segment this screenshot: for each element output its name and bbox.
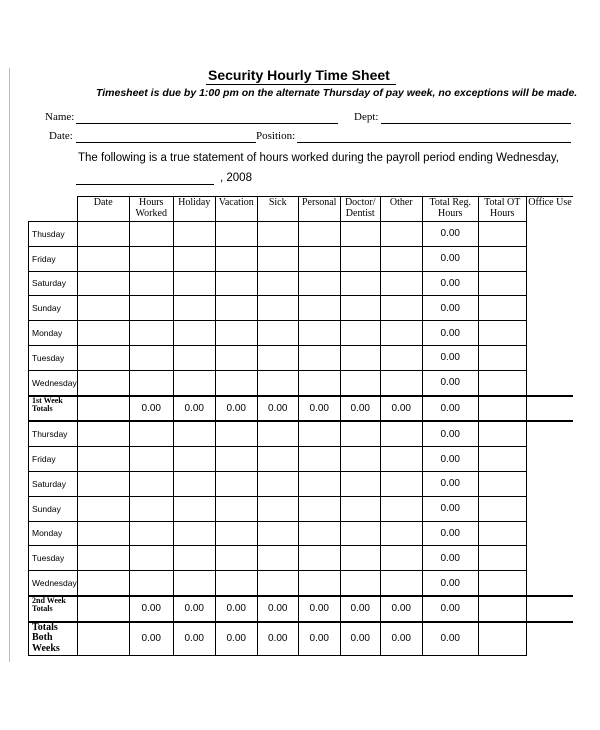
entry-cell[interactable] bbox=[173, 447, 215, 472]
entry-cell[interactable] bbox=[340, 571, 380, 596]
total-value: 0.00 bbox=[129, 396, 173, 422]
day-label: Monday bbox=[29, 521, 78, 546]
col-total-ot-hours: Total OT Hours bbox=[478, 197, 526, 222]
entry-cell[interactable] bbox=[215, 421, 257, 446]
entry-cell[interactable] bbox=[215, 546, 257, 571]
entry-cell[interactable] bbox=[380, 421, 422, 446]
total-reg-value: 0.00 bbox=[422, 622, 478, 656]
entry-cell[interactable] bbox=[298, 271, 340, 296]
total-ot-cell[interactable] bbox=[478, 321, 526, 346]
blank-header bbox=[29, 197, 78, 222]
entry-cell[interactable] bbox=[129, 421, 173, 446]
day-label: Tuesday bbox=[29, 345, 78, 370]
entry-cell[interactable] bbox=[298, 296, 340, 321]
day-label: Sunday bbox=[29, 296, 78, 321]
entry-cell[interactable] bbox=[129, 296, 173, 321]
position-field[interactable] bbox=[297, 142, 571, 143]
totals-label: 2nd Week Totals bbox=[29, 596, 78, 622]
position-label: Position: bbox=[256, 130, 296, 142]
entry-cell[interactable] bbox=[340, 345, 380, 370]
entry-cell[interactable] bbox=[129, 521, 173, 546]
entry-cell[interactable] bbox=[380, 222, 422, 247]
entry-cell[interactable] bbox=[77, 271, 129, 296]
entry-cell[interactable] bbox=[129, 345, 173, 370]
entry-cell[interactable] bbox=[129, 246, 173, 271]
office-use-cell bbox=[526, 546, 573, 571]
entry-cell[interactable] bbox=[340, 321, 380, 346]
entry-cell[interactable] bbox=[257, 271, 298, 296]
entry-cell[interactable] bbox=[298, 246, 340, 271]
total-value: 0.00 bbox=[215, 622, 257, 656]
entry-cell[interactable] bbox=[129, 222, 173, 247]
day-label: Wednesday bbox=[29, 370, 78, 395]
total-value: 0.00 bbox=[298, 596, 340, 622]
total-value: 0.00 bbox=[173, 622, 215, 656]
entry-cell[interactable] bbox=[77, 296, 129, 321]
entry-cell[interactable] bbox=[340, 521, 380, 546]
entry-cell[interactable] bbox=[173, 471, 215, 496]
entry-cell[interactable] bbox=[173, 296, 215, 321]
entry-cell[interactable] bbox=[340, 496, 380, 521]
total-value: 0.00 bbox=[129, 596, 173, 622]
entry-cell[interactable] bbox=[77, 447, 129, 472]
office-use-cell bbox=[526, 271, 573, 296]
period-end-field[interactable] bbox=[76, 184, 214, 185]
entry-cell[interactable] bbox=[257, 296, 298, 321]
entry-cell[interactable] bbox=[380, 296, 422, 321]
total-ot-cell[interactable] bbox=[478, 246, 526, 271]
statement-text: The following is a true statement of hours worked during the payroll period ending Wednesday, bbox=[78, 152, 559, 164]
total-reg-value: 0.00 bbox=[422, 496, 478, 521]
totals-label: Totals Both Weeks bbox=[29, 622, 78, 656]
entry-cell[interactable] bbox=[257, 345, 298, 370]
entry-cell[interactable] bbox=[173, 345, 215, 370]
total-value: 0.00 bbox=[380, 622, 422, 656]
day-label: Saturday bbox=[29, 471, 78, 496]
total-value: 0.00 bbox=[298, 396, 340, 422]
total-value: 0.00 bbox=[340, 396, 380, 422]
total-ot-cell[interactable] bbox=[478, 345, 526, 370]
day-label: Friday bbox=[29, 246, 78, 271]
date-cell bbox=[77, 596, 129, 622]
entry-cell[interactable] bbox=[298, 345, 340, 370]
table-row bbox=[29, 521, 574, 546]
day-label: Monday bbox=[29, 321, 78, 346]
entry-cell[interactable] bbox=[257, 421, 298, 446]
entry-cell[interactable] bbox=[215, 447, 257, 472]
total-reg-value: 0.00 bbox=[422, 345, 478, 370]
total-value: 0.00 bbox=[380, 596, 422, 622]
total-reg-value: 0.00 bbox=[422, 222, 478, 247]
entry-cell[interactable] bbox=[129, 370, 173, 395]
total-reg-value: 0.00 bbox=[422, 447, 478, 472]
table-row bbox=[29, 546, 574, 571]
total-ot-cell bbox=[478, 396, 526, 422]
entry-cell[interactable] bbox=[173, 370, 215, 395]
entry-cell[interactable] bbox=[380, 571, 422, 596]
timesheet-table bbox=[28, 196, 573, 656]
entry-cell[interactable] bbox=[340, 296, 380, 321]
col-total-reg-hours: Total Reg. Hours bbox=[422, 197, 478, 222]
col-vacation: Vacation bbox=[215, 197, 257, 222]
entry-cell[interactable] bbox=[298, 471, 340, 496]
day-label: Wednesday bbox=[29, 571, 78, 596]
entry-cell[interactable] bbox=[380, 246, 422, 271]
table-row bbox=[29, 421, 574, 446]
entry-cell[interactable] bbox=[173, 521, 215, 546]
entry-cell[interactable] bbox=[257, 496, 298, 521]
office-use-cell bbox=[526, 345, 573, 370]
entry-cell[interactable] bbox=[380, 370, 422, 395]
table-row bbox=[29, 345, 574, 370]
table-row bbox=[29, 471, 574, 496]
table-row bbox=[29, 321, 574, 346]
total-reg-value: 0.00 bbox=[422, 471, 478, 496]
total-value: 0.00 bbox=[298, 622, 340, 656]
table-row bbox=[29, 571, 574, 596]
entry-cell[interactable] bbox=[257, 222, 298, 247]
entry-cell[interactable] bbox=[340, 447, 380, 472]
total-reg-value: 0.00 bbox=[422, 246, 478, 271]
total-ot-cell[interactable] bbox=[478, 521, 526, 546]
entry-cell[interactable] bbox=[340, 246, 380, 271]
total-ot-cell[interactable] bbox=[478, 571, 526, 596]
entry-cell[interactable] bbox=[340, 546, 380, 571]
table-row bbox=[29, 246, 574, 271]
entry-cell[interactable] bbox=[340, 271, 380, 296]
office-use-cell bbox=[526, 296, 573, 321]
office-use-cell bbox=[526, 571, 573, 596]
name-label: Name: bbox=[45, 111, 75, 123]
office-use-cell bbox=[526, 496, 573, 521]
day-label: Thursday bbox=[29, 421, 78, 446]
entry-cell[interactable] bbox=[173, 321, 215, 346]
both-weeks-totals-row bbox=[29, 622, 574, 656]
entry-cell[interactable] bbox=[380, 496, 422, 521]
total-reg-value: 0.00 bbox=[422, 421, 478, 446]
dept-label: Dept: bbox=[354, 111, 379, 123]
entry-cell[interactable] bbox=[380, 471, 422, 496]
day-label: Sunday bbox=[29, 496, 78, 521]
entry-cell[interactable] bbox=[257, 321, 298, 346]
total-ot-cell[interactable] bbox=[478, 447, 526, 472]
entry-cell[interactable] bbox=[173, 421, 215, 446]
entry-cell[interactable] bbox=[215, 345, 257, 370]
entry-cell[interactable] bbox=[173, 246, 215, 271]
entry-cell[interactable] bbox=[173, 571, 215, 596]
entry-cell[interactable] bbox=[173, 271, 215, 296]
col-other: Other bbox=[380, 197, 422, 222]
entry-cell[interactable] bbox=[129, 546, 173, 571]
entry-cell[interactable] bbox=[380, 546, 422, 571]
entry-cell[interactable] bbox=[298, 496, 340, 521]
date-cell bbox=[77, 396, 129, 422]
total-value: 0.00 bbox=[215, 396, 257, 422]
day-label: Friday bbox=[29, 447, 78, 472]
office-use-cell bbox=[526, 622, 573, 656]
entry-cell[interactable] bbox=[298, 222, 340, 247]
entry-cell[interactable] bbox=[257, 546, 298, 571]
table-row bbox=[29, 370, 574, 395]
entry-cell[interactable] bbox=[129, 271, 173, 296]
total-reg-value: 0.00 bbox=[422, 571, 478, 596]
office-use-cell bbox=[526, 396, 573, 422]
entry-cell[interactable] bbox=[257, 521, 298, 546]
entry-cell[interactable] bbox=[215, 496, 257, 521]
table-row bbox=[29, 271, 574, 296]
col-holiday: Holiday bbox=[173, 197, 215, 222]
page-left-edge bbox=[9, 68, 10, 662]
total-ot-cell[interactable] bbox=[478, 546, 526, 571]
entry-cell[interactable] bbox=[257, 246, 298, 271]
entry-cell[interactable] bbox=[298, 421, 340, 446]
total-ot-cell[interactable] bbox=[478, 370, 526, 395]
entry-cell[interactable] bbox=[215, 521, 257, 546]
entry-cell[interactable] bbox=[298, 321, 340, 346]
entry-cell[interactable] bbox=[380, 345, 422, 370]
office-use-cell bbox=[526, 222, 573, 247]
total-value: 0.00 bbox=[340, 596, 380, 622]
total-value: 0.00 bbox=[173, 396, 215, 422]
page-title: Security Hourly Time Sheet bbox=[208, 67, 390, 83]
entry-cell[interactable] bbox=[77, 246, 129, 271]
entry-cell[interactable] bbox=[215, 321, 257, 346]
total-ot-cell[interactable] bbox=[478, 496, 526, 521]
total-reg-value: 0.00 bbox=[422, 546, 478, 571]
entry-cell[interactable] bbox=[77, 321, 129, 346]
col-sick: Sick bbox=[257, 197, 298, 222]
office-use-cell bbox=[526, 447, 573, 472]
total-value: 0.00 bbox=[257, 596, 298, 622]
total-value: 0.00 bbox=[257, 396, 298, 422]
entry-cell[interactable] bbox=[340, 421, 380, 446]
week2-totals-row bbox=[29, 596, 574, 622]
week1-totals-row bbox=[29, 396, 574, 422]
entry-cell[interactable] bbox=[215, 571, 257, 596]
entry-cell[interactable] bbox=[77, 222, 129, 247]
col-date: Date bbox=[77, 197, 129, 222]
date-cell bbox=[77, 622, 129, 656]
total-value: 0.00 bbox=[380, 396, 422, 422]
office-use-cell bbox=[526, 321, 573, 346]
total-ot-cell bbox=[478, 596, 526, 622]
entry-cell[interactable] bbox=[298, 546, 340, 571]
table-row bbox=[29, 222, 574, 247]
table-row bbox=[29, 496, 574, 521]
col-doctor-dentist: Doctor/ Dentist bbox=[340, 197, 380, 222]
entry-cell[interactable] bbox=[257, 571, 298, 596]
entry-cell[interactable] bbox=[173, 496, 215, 521]
col-personal: Personal bbox=[298, 197, 340, 222]
entry-cell[interactable] bbox=[298, 571, 340, 596]
col-hours-worked: Hours Worked bbox=[129, 197, 173, 222]
date-label: Date: bbox=[49, 130, 73, 142]
total-reg-value: 0.00 bbox=[422, 370, 478, 395]
entry-cell[interactable] bbox=[380, 271, 422, 296]
table-row bbox=[29, 296, 574, 321]
total-value: 0.00 bbox=[340, 622, 380, 656]
entry-cell[interactable] bbox=[257, 447, 298, 472]
entry-cell[interactable] bbox=[77, 421, 129, 446]
office-use-cell bbox=[526, 370, 573, 395]
office-use-cell bbox=[526, 246, 573, 271]
entry-cell[interactable] bbox=[215, 271, 257, 296]
entry-cell[interactable] bbox=[77, 521, 129, 546]
entry-cell[interactable] bbox=[129, 571, 173, 596]
office-use-cell bbox=[526, 596, 573, 622]
entry-cell[interactable] bbox=[77, 571, 129, 596]
entry-cell[interactable] bbox=[257, 471, 298, 496]
timesheet-body bbox=[29, 222, 574, 656]
total-ot-cell[interactable] bbox=[478, 222, 526, 247]
total-ot-cell[interactable] bbox=[478, 271, 526, 296]
col-office-use: Office Use bbox=[526, 197, 573, 222]
entry-cell[interactable] bbox=[173, 546, 215, 571]
total-ot-cell[interactable] bbox=[478, 471, 526, 496]
entry-cell[interactable] bbox=[77, 496, 129, 521]
total-reg-value: 0.00 bbox=[422, 296, 478, 321]
entry-cell[interactable] bbox=[215, 471, 257, 496]
due-note: Timesheet is due by 1:00 pm on the alternate Thursday of pay week, no exceptions will be made. bbox=[96, 87, 578, 99]
total-reg-value: 0.00 bbox=[422, 396, 478, 422]
entry-cell[interactable] bbox=[340, 222, 380, 247]
entry-cell[interactable] bbox=[129, 447, 173, 472]
date-field[interactable] bbox=[76, 142, 256, 143]
total-ot-cell[interactable] bbox=[478, 296, 526, 321]
entry-cell[interactable] bbox=[298, 521, 340, 546]
total-ot-cell[interactable] bbox=[478, 421, 526, 446]
office-use-cell bbox=[526, 471, 573, 496]
entry-cell[interactable] bbox=[298, 447, 340, 472]
total-reg-value: 0.00 bbox=[422, 271, 478, 296]
day-label: Tuesday bbox=[29, 546, 78, 571]
total-reg-value: 0.00 bbox=[422, 321, 478, 346]
header-row bbox=[29, 197, 574, 222]
entry-cell[interactable] bbox=[380, 521, 422, 546]
total-value: 0.00 bbox=[129, 622, 173, 656]
total-reg-value: 0.00 bbox=[422, 596, 478, 622]
entry-cell[interactable] bbox=[129, 496, 173, 521]
entry-cell[interactable] bbox=[215, 246, 257, 271]
entry-cell[interactable] bbox=[77, 546, 129, 571]
office-use-cell bbox=[526, 521, 573, 546]
day-label: Thusday bbox=[29, 222, 78, 247]
entry-cell[interactable] bbox=[215, 222, 257, 247]
total-value: 0.00 bbox=[215, 596, 257, 622]
office-use-cell bbox=[526, 421, 573, 446]
entry-cell[interactable] bbox=[77, 471, 129, 496]
entry-cell[interactable] bbox=[380, 321, 422, 346]
dept-field[interactable] bbox=[381, 123, 571, 124]
entry-cell[interactable] bbox=[77, 345, 129, 370]
total-value: 0.00 bbox=[173, 596, 215, 622]
entry-cell[interactable] bbox=[215, 296, 257, 321]
title-underline bbox=[206, 84, 396, 85]
total-reg-value: 0.00 bbox=[422, 521, 478, 546]
total-value: 0.00 bbox=[257, 622, 298, 656]
entry-cell[interactable] bbox=[340, 370, 380, 395]
table-row bbox=[29, 447, 574, 472]
entry-cell[interactable] bbox=[77, 370, 129, 395]
total-ot-cell bbox=[478, 622, 526, 656]
year-text: , 2008 bbox=[220, 172, 252, 184]
entry-cell[interactable] bbox=[340, 471, 380, 496]
entry-cell[interactable] bbox=[129, 321, 173, 346]
totals-label: 1st Week Totals bbox=[29, 396, 78, 422]
day-label: Saturday bbox=[29, 271, 78, 296]
entry-cell[interactable] bbox=[380, 447, 422, 472]
entry-cell[interactable] bbox=[215, 370, 257, 395]
entry-cell[interactable] bbox=[257, 370, 298, 395]
entry-cell[interactable] bbox=[173, 222, 215, 247]
entry-cell[interactable] bbox=[129, 471, 173, 496]
name-field[interactable] bbox=[76, 123, 338, 124]
entry-cell[interactable] bbox=[298, 370, 340, 395]
